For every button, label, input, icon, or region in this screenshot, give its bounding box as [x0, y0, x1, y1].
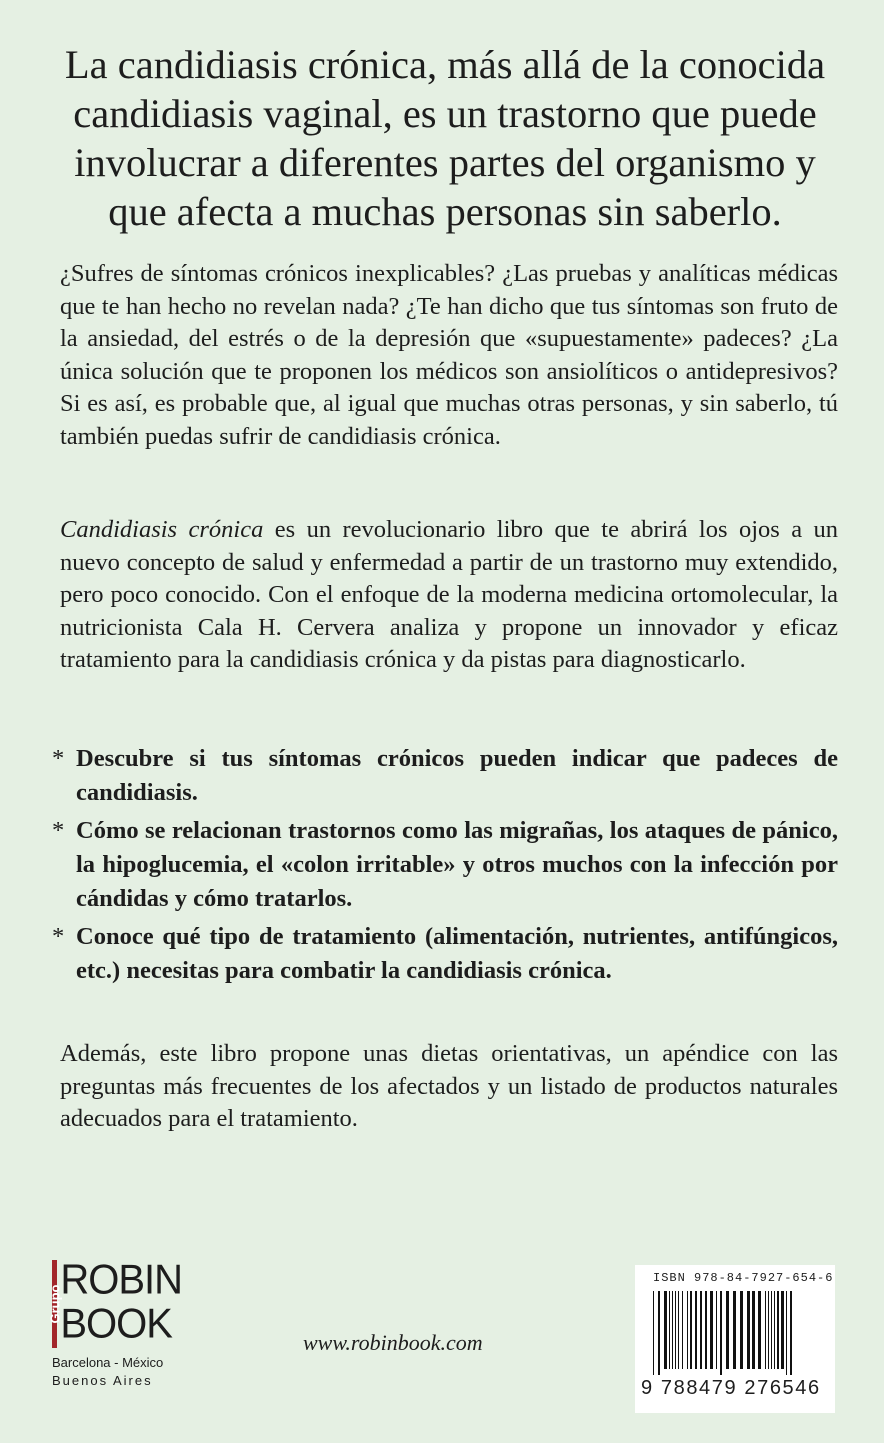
logo-cities-line1: Barcelona - México: [52, 1355, 164, 1370]
asterisk-bullet: *: [52, 817, 65, 844]
publisher-logo: [47, 1256, 182, 1390]
barcode-bars: [651, 1291, 821, 1375]
intro-paragraph: ¿Sufres de síntomas crónicos inexplicables? ¿Las pruebas y analíticas médicas que te han hecho no revelan nada? ¿Te han dicho que tus síntomas son fruto de la ansiedad, del estrés o de la depresión que «supuestamente» padeces? ¿La única solución que te proponen los médicos son ansiolíticos o antidepresivos? Si es así, es probable que, al igual que muchas otras personas, y sin saberlo, tú también puedas sufrir de candidiasis crónica.: [60, 260, 838, 450]
asterisk-bullet: *: [52, 745, 65, 772]
asterisk-bullet: *: [52, 923, 65, 950]
website-url: www.robinbook.com: [303, 1330, 483, 1355]
logo-name-line1: ROBIN: [60, 1256, 182, 1303]
isbn-label: ISBN 978-84-7927-654-6: [653, 1271, 834, 1285]
book-title: Candidiasis crónica: [60, 516, 264, 543]
logo-cities-line2: Buenos Aires: [52, 1373, 153, 1388]
headline: La candidiasis crónica, más allá de la conocida candidiasis vaginal, es un trastorno que puede involucrar a diferentes partes del organismo y que afecta a muchas personas sin saberlo.: [64, 42, 826, 234]
description-paragraph: [60, 514, 838, 677]
logo-name-line2: BOOK: [60, 1300, 172, 1348]
list-item: * Conoce qué tipo de tratamiento (alimentación, nutrientes, antifúngicos, etc.) necesitas para combatir la candidiasis crónica.: [52, 920, 838, 988]
description-text: es un revolucionario libro que te abrirá los ojos a un nuevo concepto de salud y enfermedad a partir de un trastorno muy extendido, pero poco conocido. Con el enfoque de la moderna medicina ortomolecular, la nutricionista Cala H. Cervera analiza y propone un innovador y eficaz tratamiento para la candidiasis crónica y da pistas para diagnosticarlo.: [60, 516, 838, 674]
logo-group-label: Grupo: [47, 1284, 63, 1324]
closing-paragraph: Además, este libro propone unas dietas orientativas, un apéndice con las preguntas más frecuentes de los afectados y un listado de productos naturales adecuados para el tratamiento.: [60, 1040, 838, 1133]
barcode-number: 9 788479 276546: [641, 1377, 821, 1399]
list-item: * Cómo se relacionan trastornos como las migrañas, los ataques de pánico, la hipoglucemia, el «colon irritable» y otros muchos con la infección por cándidas y cómo tratarlos.: [52, 814, 838, 916]
barcode-block: [635, 1265, 835, 1413]
feature-list: [52, 742, 838, 992]
list-item: * Descubre si tus síntomas crónicos pueden indicar que padeces de candidiasis.: [52, 742, 838, 810]
